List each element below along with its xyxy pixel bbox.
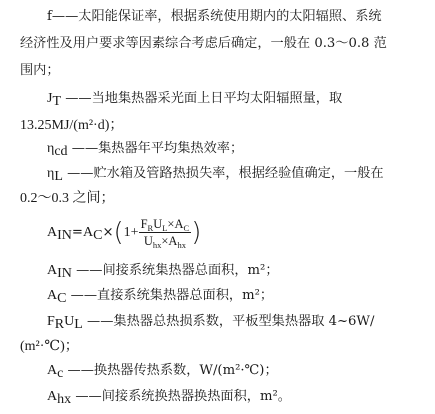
uhx-definition-line: [47, 362, 278, 380]
eta-l-symbol: η: [47, 166, 55, 181]
eta-cd-symbol: η: [47, 141, 55, 156]
ahx-definition-line: [47, 388, 291, 406]
eta-l-definition-line: [47, 165, 384, 183]
formula-ac-symbol: A: [82, 225, 94, 240]
eta-l-value-line: [20, 190, 115, 208]
f-definition-line-2: [20, 35, 387, 53]
frul-unit-line: [20, 338, 79, 356]
eta-cd-definition-text: ——集热器年平均集热效率；: [71, 141, 244, 156]
frul-r: R: [54, 317, 65, 332]
jt-symbol: J: [47, 91, 53, 106]
uhx-subscript: c: [57, 366, 64, 381]
jt-value-line: [20, 117, 123, 135]
left-paren: (: [113, 217, 124, 248]
times-sign: ×: [102, 225, 114, 240]
ac-subscript: C: [57, 291, 67, 306]
formula-fraction: [139, 216, 192, 249]
uhx-definition-text: ——换热器传热系数，W/(m²·℃)；: [67, 363, 278, 378]
fraction-numerator: $F_RU_L\times A_C$: [140, 217, 190, 233]
frul-l: L: [74, 317, 83, 332]
ahx-definition-text: ——间接系统换热器换热面积，m²。: [75, 389, 291, 404]
ain-symbol: A: [47, 263, 58, 278]
jt-subscript: T: [52, 94, 62, 109]
formula-lhs-subscript: IN: [57, 228, 72, 243]
equals-sign: =: [71, 225, 83, 240]
area-formula: [47, 216, 201, 249]
ain-subscript: IN: [57, 266, 72, 281]
one-plus: 1+: [123, 225, 139, 240]
eta-l-subscript: L: [54, 169, 63, 184]
ain-definition-text: ——间接系统集热器总面积，m²；: [76, 263, 279, 278]
f-definition-text-3: 围内；: [20, 63, 60, 78]
ahx-symbol: A: [47, 389, 58, 404]
ac-definition-text: ——直接系统集热器总面积，m²；: [70, 288, 274, 303]
ahx-subscript: hx: [57, 392, 72, 407]
frul-u: U: [64, 314, 75, 329]
jt-definition-line: [47, 90, 342, 108]
jt-value: 13.25MJ/(m²·d)；: [20, 118, 124, 133]
f-definition-text: f——太阳能保证率，根据系统使用期内的太阳辐照、系统: [47, 9, 382, 24]
formula-ac-subscript: C: [93, 228, 103, 243]
f-definition-line-3: [20, 62, 60, 80]
f-definition-text-2: 经济性及用户要求等因素综合考虑后确定，一般在 0.3～0.8 范: [20, 36, 387, 51]
frul-definition-line: [47, 313, 374, 331]
ain-definition-line: [47, 262, 279, 280]
eta-l-value: 0.2～0.3 之间；: [20, 191, 115, 206]
frul-unit: (m²·℃)；: [20, 339, 79, 354]
formula-lhs-symbol: A: [47, 225, 58, 240]
fraction-denominator: $U_{hx}\times A_{hx}$: [143, 234, 186, 250]
uhx-symbol: A: [47, 363, 58, 378]
right-paren: ): [191, 217, 202, 248]
eta-l-definition-text: ——贮水箱及管路热损失率，根据经验值确定，一般在: [67, 166, 384, 181]
f-definition-line: [47, 8, 382, 26]
frul-definition-text: ——集热器总热损系数，平板型集热器取 4~6W/: [87, 314, 375, 329]
eta-cd-subscript: cd: [54, 144, 68, 159]
ac-definition-line: [47, 287, 273, 305]
jt-definition-text: ——当地集热器采光面上日平均太阳辐照量，取: [65, 91, 343, 106]
frul-f: F: [47, 314, 55, 329]
ac-symbol: A: [47, 288, 58, 303]
ecd-definition-line: [47, 140, 243, 158]
